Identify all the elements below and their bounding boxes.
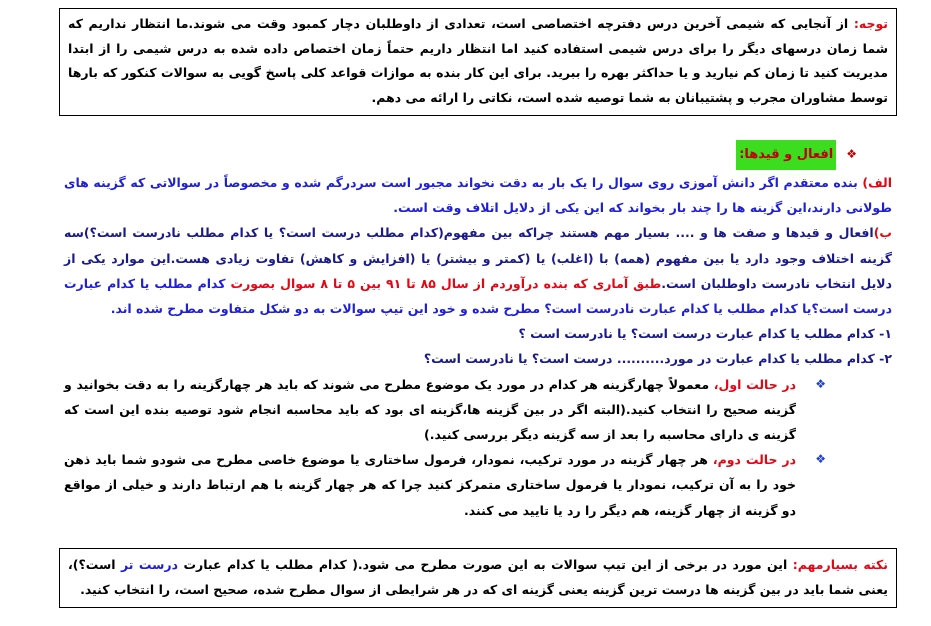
diamond-bullet-icon: ❖ xyxy=(846,147,857,162)
case-one-label: در حالت اول، xyxy=(713,376,797,392)
note-label: توجه: xyxy=(853,16,888,31)
note-box xyxy=(59,8,897,116)
paragraph-a-label: الف) xyxy=(862,175,892,190)
important-highlight: درست تر xyxy=(120,557,179,572)
case-two-text: هر چهار گزینه در مورد ترکیب، نمودار، فرمول ساختاری یا موضوع خاصی مطرح می شودو شما باید ذهن خود را به آن ترکیب، نمودار یا فرمول ساختاری متمرکز کنید چرا که هر چهار گزینه با هم ارتباط دارند و خیلی از مواقع دو گزینه از چهار گزینه، هم دیگر را رد یا تایید می کنند. xyxy=(64,452,796,518)
case-one-text: معمولاً چهارگزینه هر کدام در مورد یک موضوع مطرح می شوند که باید هر چهارگزینه را به دقت بخوانید و گزینه صحیح را انتخاب کنید.(البته اگر در بین گزینه ها،گزینه ای بود که باید محاسبه انجام شود توصیه بنده این است که گزینه ی دارای محاسبه را بعد از سه گزینه دیگر بررسی کنید.) xyxy=(64,376,796,443)
diamond-bullet-icon: ❖ xyxy=(815,452,826,467)
important-text-2: است؟)، یعنی شما باید در بین گزینه ها درست ترین گزینه یعنی گزینه ای که در هر شرایطی از سوال مطرح شده، صحیح است، را انتخاب کنید. xyxy=(68,557,888,597)
paragraph-b-text-2: طبق آماری که بنده درآوردم از سال ۸۵ تا ۹۱ بین ۵ تا ۸ سوال بصورت xyxy=(230,275,662,291)
paragraph-b-text-3: کدام مطلب یا کدام عبارت درست است؟یا کدام مطلب یا کدام عبارت نادرست است؟ مطرح شده و خود این تیپ سوالات به دو شکل متفاوت مطرح شده اند. xyxy=(64,275,892,317)
diamond-bullet-icon: ❖ xyxy=(815,376,826,391)
list-item-2: ۲- کدام مطلب یا کدام عبارت در مورد.......... درست است؟ یا نادرست است؟ xyxy=(423,351,892,367)
case-one xyxy=(64,372,892,448)
paragraph-b-text-1: افعال و قیدها و صفت ها و .... بسیار مهم هستند چراکه بین مفهوم(کدام مطلب درست است؟ یا کدام مطلب نادرست است؟)سه گزینه اختلاف وجود دارد یا بین مفهوم (همه) با (اغلب) یا (کمتر و بیشتر) یا (افزایش و کاهش) تفاوت زیادی هست.این موارد یکی از دلایل انتخاب نادرست داوطلبان است. xyxy=(64,225,892,291)
list-item-1: ۱- کدام مطلب یا کدام عبارت درست است؟ یا نادرست است ؟ xyxy=(518,326,892,342)
paragraph-b-label: ب) xyxy=(873,225,892,241)
section-title: افعال و قیدها: xyxy=(736,140,836,169)
main-content xyxy=(64,140,892,523)
important-text-1: این مورد در برخی از این تیپ سوالات به این صورت مطرح می شود.( کدام مطلب یا کدام عبارت xyxy=(178,557,793,572)
important-label: نکته بسیارمهم: xyxy=(792,557,888,572)
section-heading xyxy=(64,140,892,170)
case-two xyxy=(64,447,892,523)
case-two-label: در حالت دوم، xyxy=(712,452,797,468)
paragraph-b xyxy=(64,220,892,321)
important-note-box xyxy=(59,548,897,608)
paragraph-a xyxy=(64,170,892,220)
paragraph-a-text: بنده معتقدم اگر دانش آموزی روی سوال را یک بار به دقت نخواند مجبور است سردرگم شده و مخصوصاً در سوالاتی که گزینه های طولانی دارند،این گزینه ها را چند بار بخواند که این یکی از دلایل اتلاف وقت است. xyxy=(64,175,892,216)
note-text: از آنجایی که شیمی آخرین درس دفترچه اختصاصی است، تعدادی از داوطلبان دچار کمبود وقت می شوند.ما انتظار نداریم که شما زمان درسهای دیگر را برای درس شیمی استفاده کنید اما انتظار داریم حتماً زمان اختصاص داده شده به درس شیمی را از ابتدا مدیریت کنید تا زمان کم نیارید و یا حداکثر بهره را ببرید. برای این کار بنده به موازات قواعد کلی پاسخ گویی به سوالات کنکور که بارها توسط مشاوران مجرب و پشتیبانان به شما توصیه شده است، نکاتی را ارائه می دهم. xyxy=(68,16,888,105)
